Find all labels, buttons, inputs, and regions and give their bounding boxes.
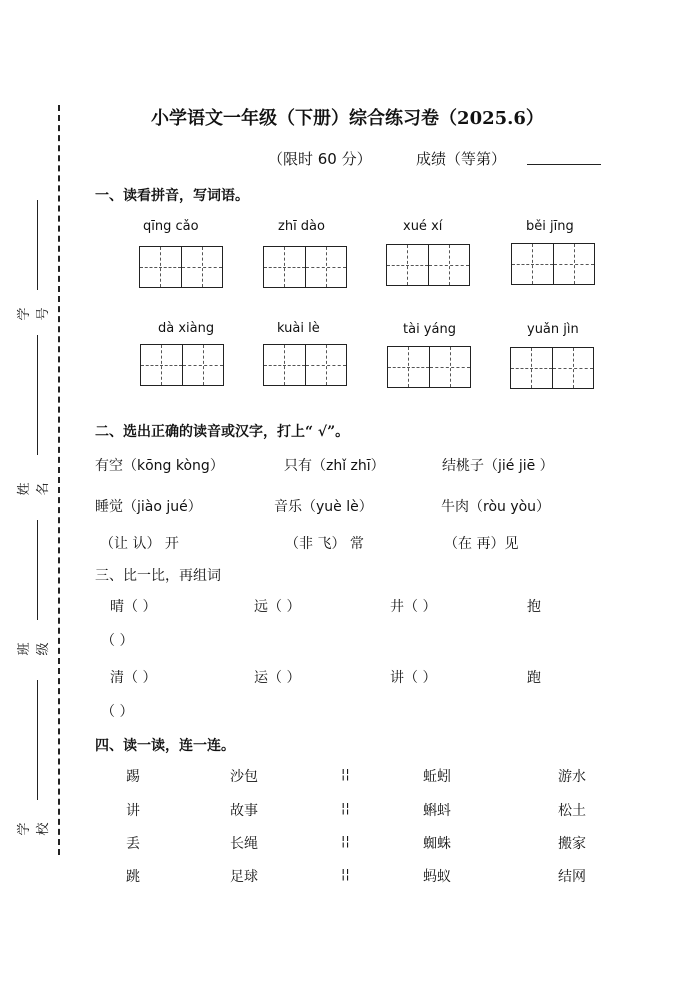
section1-heading: 一、读看拼音，写词语。 xyxy=(95,188,249,204)
pinyin: dà xiàng xyxy=(158,321,215,336)
choice-item[interactable]: 只有（zhǐ zhī） xyxy=(284,458,385,474)
pinyin: kuài lè xyxy=(277,321,320,336)
column-separator: ¦¦ xyxy=(341,801,350,816)
pinyin: tài yáng xyxy=(403,322,456,337)
match-action[interactable]: 结网 xyxy=(558,869,586,885)
writing-grid[interactable] xyxy=(140,344,224,386)
writing-grid[interactable] xyxy=(139,246,223,288)
pinyin: zhī dào xyxy=(278,219,325,234)
writing-grid[interactable] xyxy=(387,346,471,388)
school-label: 学校 xyxy=(17,822,51,836)
school-line xyxy=(37,680,38,800)
match-animal[interactable]: 蚯蚓 xyxy=(423,769,451,785)
compare-item[interactable]: 讲（ ） xyxy=(390,670,437,686)
writing-grid[interactable] xyxy=(263,246,347,288)
pinyin: xué xí xyxy=(403,219,443,234)
compare-item-blank[interactable]: （ ） xyxy=(101,633,134,649)
writing-grid[interactable] xyxy=(510,347,594,389)
page-title: 小学语文一年级（下册）综合练习卷（2025.6） xyxy=(151,108,544,129)
compare-item: 抱 xyxy=(527,599,541,615)
class-label: 班级 xyxy=(17,642,51,656)
time-limit: （限时 60 分） xyxy=(268,150,372,168)
match-action[interactable]: 搬家 xyxy=(558,836,586,852)
writing-grid[interactable] xyxy=(263,344,347,386)
pinyin: qīng cǎo xyxy=(143,219,199,234)
compare-item[interactable]: 晴（ ） xyxy=(110,599,157,615)
match-noun[interactable]: 长绳 xyxy=(230,836,258,852)
choice-item[interactable]: 牛肉（ròu yòu） xyxy=(441,499,551,515)
choice-item[interactable]: 有空（kōng kòng） xyxy=(95,458,224,474)
choice-item[interactable]: 结桃子（jié jiē ） xyxy=(442,458,554,474)
match-noun[interactable]: 沙包 xyxy=(230,769,258,785)
section4-heading: 四、读一读，连一连。 xyxy=(95,738,235,754)
column-separator: ¦¦ xyxy=(341,867,350,882)
writing-grid[interactable] xyxy=(511,243,595,285)
match-animal[interactable]: 蜘蛛 xyxy=(423,836,451,852)
choice-item[interactable]: 睡觉（jiào jué） xyxy=(95,499,202,515)
writing-grid[interactable] xyxy=(386,244,470,286)
pinyin: běi jīng xyxy=(526,219,574,234)
choice-item[interactable]: （让 认） 开 xyxy=(100,536,179,552)
match-action[interactable]: 松土 xyxy=(558,803,586,819)
compare-item-blank[interactable]: （ ） xyxy=(101,704,134,720)
score-blank[interactable] xyxy=(527,164,601,165)
name-label: 姓名 xyxy=(17,482,51,496)
match-verb[interactable]: 踢 xyxy=(126,769,140,785)
compare-item[interactable]: 井（ ） xyxy=(390,599,437,615)
class-line xyxy=(37,520,38,620)
choice-item[interactable]: （在 再）见 xyxy=(444,536,519,552)
compare-item: 跑 xyxy=(527,670,541,686)
binding-dashed-line xyxy=(58,105,60,855)
choice-item[interactable]: （非 飞） 常 xyxy=(285,536,364,552)
column-separator: ¦¦ xyxy=(341,834,350,849)
column-separator: ¦¦ xyxy=(341,767,350,782)
match-verb[interactable]: 丢 xyxy=(126,836,140,852)
name-line xyxy=(37,335,38,455)
student-id-label: 学号 xyxy=(17,307,51,321)
pinyin: yuǎn jìn xyxy=(527,322,579,337)
score-label: 成绩（等第） xyxy=(416,150,507,168)
compare-item[interactable]: 清（ ） xyxy=(110,670,157,686)
choice-item[interactable]: 音乐（yuè lè） xyxy=(274,499,373,515)
match-action[interactable]: 游水 xyxy=(558,769,586,785)
match-noun[interactable]: 足球 xyxy=(230,869,258,885)
match-verb[interactable]: 跳 xyxy=(126,869,140,885)
match-animal[interactable]: 蚂蚁 xyxy=(423,869,451,885)
section3-heading: 三、比一比，再组词 xyxy=(95,568,221,584)
match-noun[interactable]: 故事 xyxy=(230,803,258,819)
match-animal[interactable]: 蝌蚪 xyxy=(423,803,451,819)
match-verb[interactable]: 讲 xyxy=(126,803,140,819)
compare-item[interactable]: 远（ ） xyxy=(254,599,301,615)
compare-item[interactable]: 运（ ） xyxy=(254,670,301,686)
student-id-line xyxy=(37,200,38,290)
section2-heading: 二、选出正确的读音或汉字，打上“ √”。 xyxy=(95,424,350,440)
